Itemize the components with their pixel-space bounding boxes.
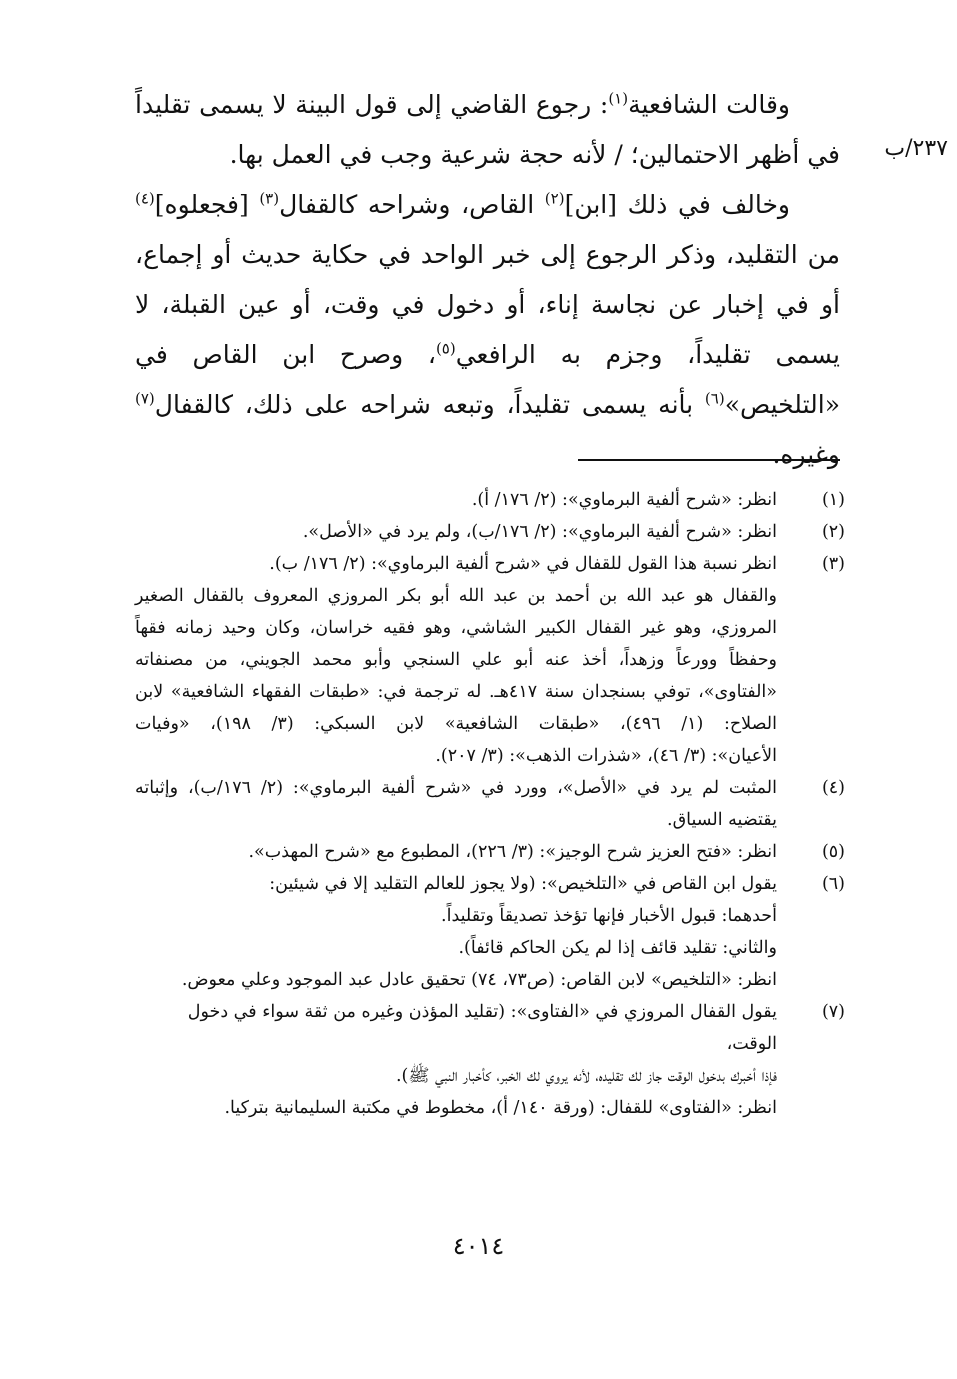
footnote-line: والثاني: تقليد قائف إذا لم يكن الحاكم قائفاً). — [458, 938, 777, 958]
text-run: : رجوع القاضي إلى قول البينة لا يسمى تقليداً في أظهر الاحتمالين؛ / لأنه حجة شرعية وجب في العمل بها. — [135, 90, 840, 169]
footnotes-section — [135, 484, 845, 1124]
footnote-number: (٢) — [821, 522, 845, 542]
manuscript-folio-marker: ٢٣٧/ب — [884, 136, 948, 161]
text-run: من التقليد، وذكر الرجوع إلى خبر الواحد في حكاية حديث أو إجماع، أو في إخبار عن نجاسة إناء، أو دخول في وقت، أو عين القبلة، لا يسمى تقليداً، وجزم به الرافعي — [135, 240, 840, 369]
paragraph-1 — [135, 80, 840, 180]
text-run: [فجعلوه] — [154, 190, 260, 219]
footnote-line: انظر نسبة هذا القول للقفال في «شرح ألفية البرماوي»: (٢/ ١٧٦/ ب). — [269, 554, 777, 574]
footnote-line: انظر: «فتح العزيز شرح الوجيز»: (٣/ ٢٢٦)، المطبوع مع «شرح المهذب». — [248, 842, 777, 862]
text-run: وقالت الشافعية — [628, 90, 791, 119]
footnote-line: فإذا أخبرك بدخول الوقت جاز لك تقليده، لأنه يروي لك الخبر، كأخبار النبي ﷺ). — [395, 1066, 777, 1086]
footnote-number: (٦) — [821, 874, 845, 894]
footnote-ref[interactable]: (٣) — [259, 189, 280, 208]
footnote-ref[interactable]: (٦) — [704, 389, 725, 408]
footnote-number: (٣) — [821, 554, 845, 574]
footnote-line: يقول ابن القاص في «التلخيص»: (ولا يجوز للعالم التقليد إلا في شيئين: — [269, 874, 777, 894]
footnote — [135, 516, 845, 548]
footnote-ref[interactable]: (٤) — [135, 189, 155, 208]
footnote-ref[interactable]: (٥) — [435, 339, 456, 358]
footnote-line: المثبت لم يرد في «الأصل»، وورد في «شرح ألفية البرماوي»: (٢/ ١٧٦/ب)، وإثباته — [135, 778, 777, 798]
footnote-number: (١) — [821, 490, 845, 510]
footnote — [135, 836, 845, 868]
footnote — [135, 548, 845, 772]
footnote-ref[interactable]: (٢) — [544, 189, 565, 208]
footnote-line: انظر: «الفتاوى» للقفال: (ورقة ١٤٠/ أ)، مخطوط في مكتبة السليمانية بتركيا. — [224, 1098, 777, 1118]
main-text — [135, 80, 840, 480]
page-number: ٤٠١٤ — [452, 1232, 505, 1260]
footnote-line: الأعيان»: (٣/ ٤٦)، «شذرات الذهب»: (٣/ ٢٠٧). — [435, 746, 777, 766]
footnote-line: الصلاح: (١/ ٤٩٦)، «طبقات الشافعية» لابن السبكي: (٣/ ١٩٨)، «وفيات — [135, 714, 777, 734]
footnote-line: «الفتاوى»، توفي بسنجدان سنة ٤١٧هـ. له ترجمة في: «طبقات الفقهاء الشافعية» لابن — [135, 682, 777, 702]
footnote — [135, 868, 845, 996]
footnote-line: انظر: «التلخيص» لابن القاص: (ص٧٣، ٧٤) تحقيق عادل عبد الموجود وعلي معوض. — [181, 970, 777, 990]
footnote — [135, 772, 845, 836]
footnote-number: (٤) — [821, 778, 845, 798]
footnote-ref[interactable]: (٧) — [135, 389, 155, 408]
text-run: بأنه يسمى تقليداً، وتبعه شراحه على ذلك، كالقفال — [154, 390, 705, 419]
footnote-line: يقتضيه السياق. — [667, 810, 777, 830]
footnote-line: والقفال هو عبد الله بن أحمد بن عبد الله أبو بكر المروزي المعروف بالقفال الصغير — [135, 586, 777, 606]
footnote-line: المروزي، وهو غير القفال الكبير الشاشي، وهو فقيه خراسان، وكان وحيد زمانه فقهاً — [135, 618, 777, 638]
footnote-line: انظر: «شرح ألفية البرماوي»: (٢/ ١٧٦/ أ). — [471, 490, 777, 510]
footnote-line: وحفظاً وورعاً وزهداً، أخذ عنه أبو علي السنجي وأبو محمد الجويني، من مصنفاته — [135, 650, 777, 670]
paragraph-2 — [135, 180, 840, 480]
footnote-ref[interactable]: (١) — [608, 89, 629, 108]
footnote-number: (٧) — [821, 1002, 845, 1022]
text-run: ، وصرح ابن القاص في «التلخيص» — [135, 340, 840, 419]
footnote-separator — [578, 459, 840, 461]
footnote-line: أحدهما: قبول الأخبار فإنها تؤخذ تصديقاً وتقليداً. — [441, 906, 777, 926]
text-run: وخالف في ذلك [ابن] — [564, 190, 790, 219]
footnote — [135, 484, 845, 516]
footnote — [135, 996, 845, 1124]
footnote-line: يقول القفال المروزي في «الفتاوى»: (تقليد المؤذن وغيره من ثقة سواء في دخول الوقت، — [187, 1002, 777, 1054]
text-run: القاص، وشراحه كالقفال — [279, 190, 545, 219]
text-run: وغيره. — [772, 440, 840, 469]
footnote-number: (٥) — [821, 842, 845, 862]
footnote-line: انظر: «شرح ألفية البرماوي»: (٢/ ١٧٦/ب)، ولم يرد في «الأصل». — [302, 522, 777, 542]
